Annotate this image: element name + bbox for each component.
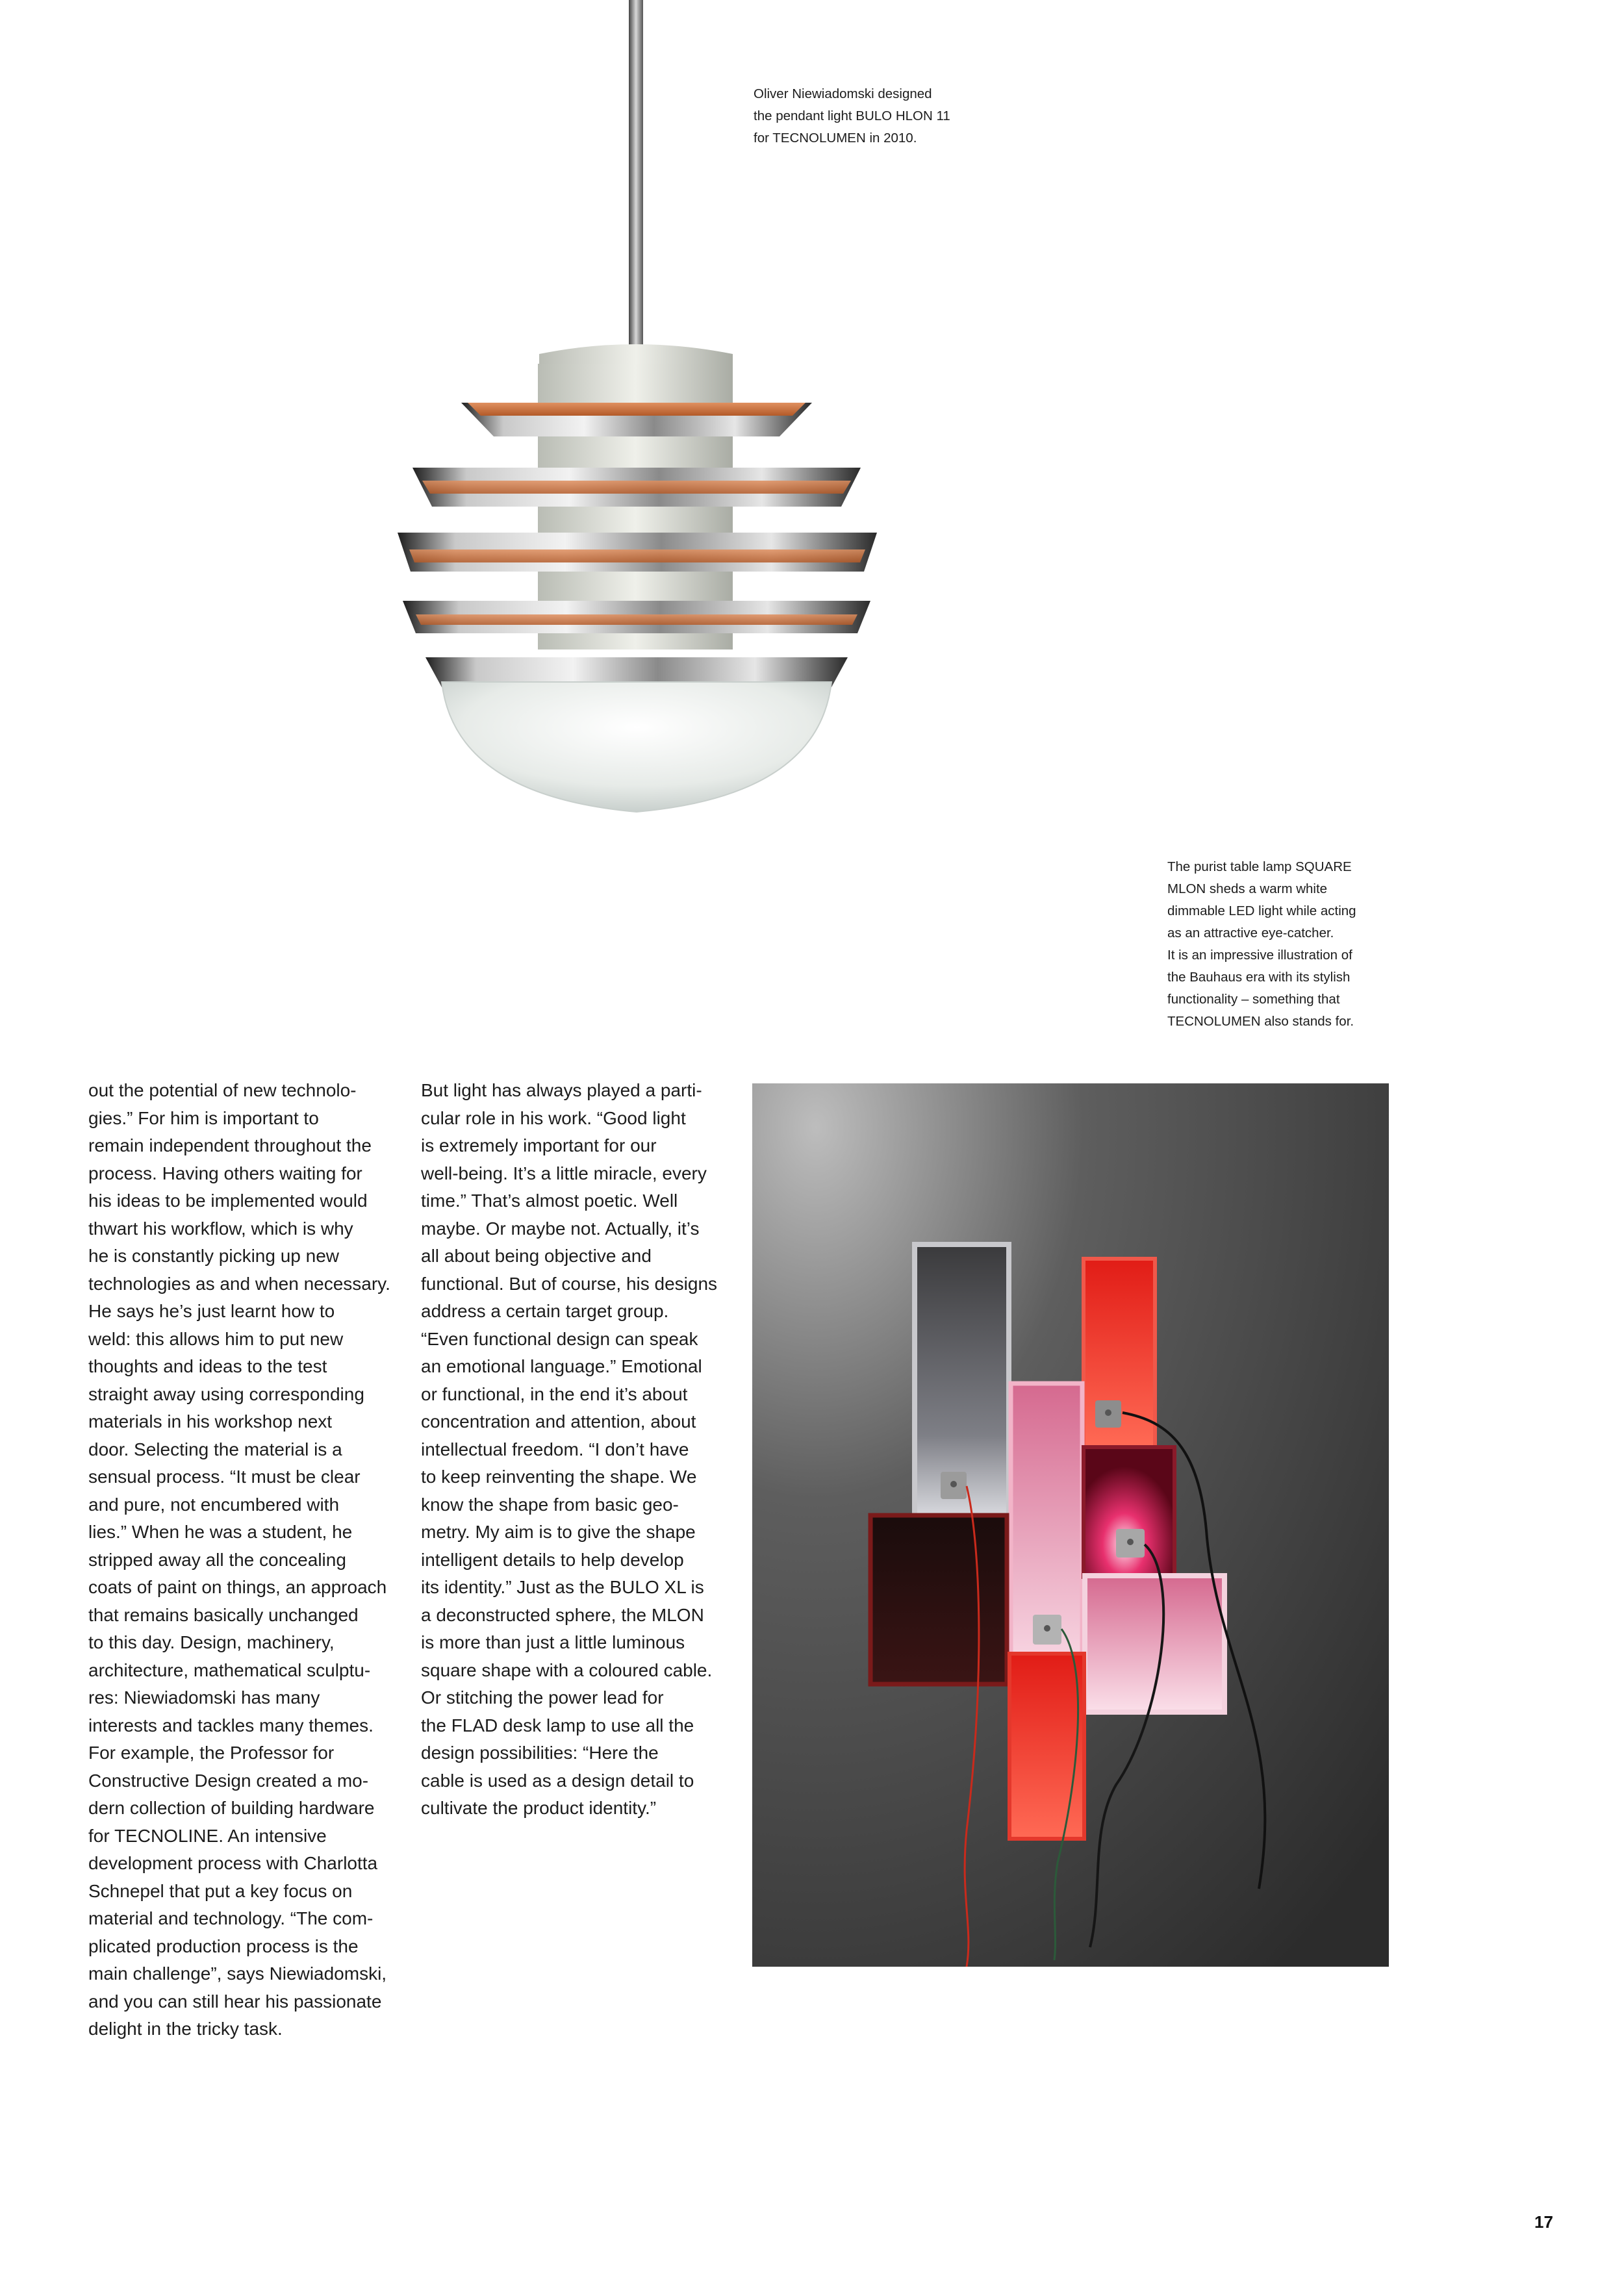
body-line: out the potential of new technolo- [88, 1080, 357, 1100]
body-line: For example, the Professor for [88, 1743, 335, 1763]
body-line: materials in his workshop next [88, 1411, 333, 1432]
body-line: its identity.” Just as the BULO XL is [421, 1577, 704, 1597]
body-line: main challenge”, says Niewiadomski, [88, 1963, 387, 1984]
body-line: Or stitching the power lead for [421, 1687, 664, 1708]
body-line: gies.” For him is important to [88, 1107, 319, 1128]
body-line: But light has always played a parti- [421, 1080, 702, 1100]
body-line: he is constantly picking up new [88, 1246, 339, 1266]
caption-line: MLON sheds a warm white [1167, 881, 1328, 896]
body-line: door. Selecting the material is a [88, 1439, 342, 1459]
body-line: cular role in his work. “Good light [421, 1107, 686, 1128]
caption-line: The purist table lamp SQUARE [1167, 859, 1352, 874]
body-line: design possibilities: “Here the [421, 1743, 659, 1763]
table-lamp-caption [1167, 856, 1401, 1033]
body-line: intellectual freedom. “I don’t have [421, 1439, 689, 1459]
caption-line: the Bauhaus era with its stylish [1167, 970, 1351, 985]
caption-line: functionality – something that [1167, 992, 1340, 1007]
body-line: “Even functional design can speak [421, 1328, 698, 1349]
caption-line: It is an impressive illustration of [1167, 948, 1352, 963]
body-line: coats of paint on things, an approach [88, 1577, 387, 1597]
body-line: is more than just a little luminous [421, 1632, 685, 1652]
body-line: or functional, in the end it’s about [421, 1383, 688, 1404]
body-line: thwart his workflow, which is why [88, 1218, 353, 1239]
body-line: to keep reinventing the shape. We [421, 1467, 697, 1487]
body-line: stripped away all the concealing [88, 1549, 346, 1570]
pendant-light-caption [754, 83, 1026, 149]
body-line: weld: this allows him to put new [88, 1328, 344, 1349]
body-line: a deconstructed sphere, the MLON [421, 1604, 704, 1625]
body-line: thoughts and ideas to the test [88, 1356, 327, 1376]
caption-line: the pendant light BULO HLON 11 [754, 108, 950, 123]
body-line: cultivate the product identity.” [421, 1798, 657, 1818]
body-line: all about being objective and [421, 1246, 652, 1266]
body-line: delight in the tricky task. [88, 2019, 283, 2039]
body-line: sensual process. “It must be clear [88, 1467, 361, 1487]
body-line: development process with Charlotta [88, 1853, 378, 1873]
body-line: metry. My aim is to give the shape [421, 1522, 696, 1542]
body-line: an emotional language.” Emotional [421, 1356, 702, 1376]
caption-line: as an attractive eye-catcher. [1167, 926, 1334, 940]
body-line: technologies as and when necessary. [88, 1273, 390, 1294]
body-text-left-column [88, 1077, 400, 2043]
body-line: well-being. It’s a little miracle, every [421, 1163, 707, 1183]
body-line: to this day. Design, machinery, [88, 1632, 335, 1652]
body-line: square shape with a coloured cable. [421, 1659, 713, 1680]
body-line: straight away using corresponding [88, 1383, 364, 1404]
body-line: his ideas to be implemented would [88, 1191, 368, 1211]
body-line: maybe. Or maybe not. Actually, it’s [421, 1218, 700, 1239]
body-line: lies.” When he was a student, he [88, 1522, 353, 1542]
body-line: and pure, not encumbered with [88, 1494, 340, 1515]
body-line: Schnepel that put a key focus on [88, 1880, 353, 1901]
body-line: know the shape from basic geo- [421, 1494, 679, 1515]
body-line: the FLAD desk lamp to use all the [421, 1715, 694, 1735]
body-line: is extremely important for our [421, 1135, 657, 1155]
caption-line: dimmable LED light while acting [1167, 903, 1356, 918]
page-number: 17 [1534, 2212, 1553, 2232]
body-line: interests and tackles many themes. [88, 1715, 374, 1735]
body-line: He says he’s just learnt how to [88, 1301, 335, 1321]
body-line: plicated production process is the [88, 1936, 359, 1956]
body-line: architecture, mathematical sculptu- [88, 1659, 371, 1680]
body-line: remain independent throughout the [88, 1135, 372, 1155]
caption-line: for TECNOLUMEN in 2010. [754, 131, 917, 145]
body-line: address a certain target group. [421, 1301, 669, 1321]
body-line: for TECNOLINE. An intensive [88, 1825, 327, 1846]
body-text-right-column [421, 1077, 733, 1823]
body-line: dern collection of building hardware [88, 1798, 375, 1818]
body-line: that remains basically unchanged [88, 1604, 359, 1625]
body-line: functional. But of course, his designs [421, 1273, 718, 1294]
body-line: intelligent details to help develop [421, 1549, 684, 1570]
body-line: concentration and attention, about [421, 1411, 696, 1432]
caption-line: Oliver Niewiadomski designed [754, 86, 932, 101]
body-line: res: Niewiadomski has many [88, 1687, 320, 1708]
body-line: cable is used as a design detail to [421, 1770, 694, 1791]
body-line: Constructive Design created a mo- [88, 1770, 369, 1791]
body-line: material and technology. “The com- [88, 1908, 374, 1928]
square-mlon-shelf-photo [752, 1083, 1389, 1967]
body-line: and you can still hear his passionate [88, 1991, 382, 2012]
body-line: process. Having others waiting for [88, 1163, 362, 1183]
body-line: time.” That’s almost poetic. Well [421, 1191, 678, 1211]
caption-line: TECNOLUMEN also stands for. [1167, 1014, 1354, 1029]
